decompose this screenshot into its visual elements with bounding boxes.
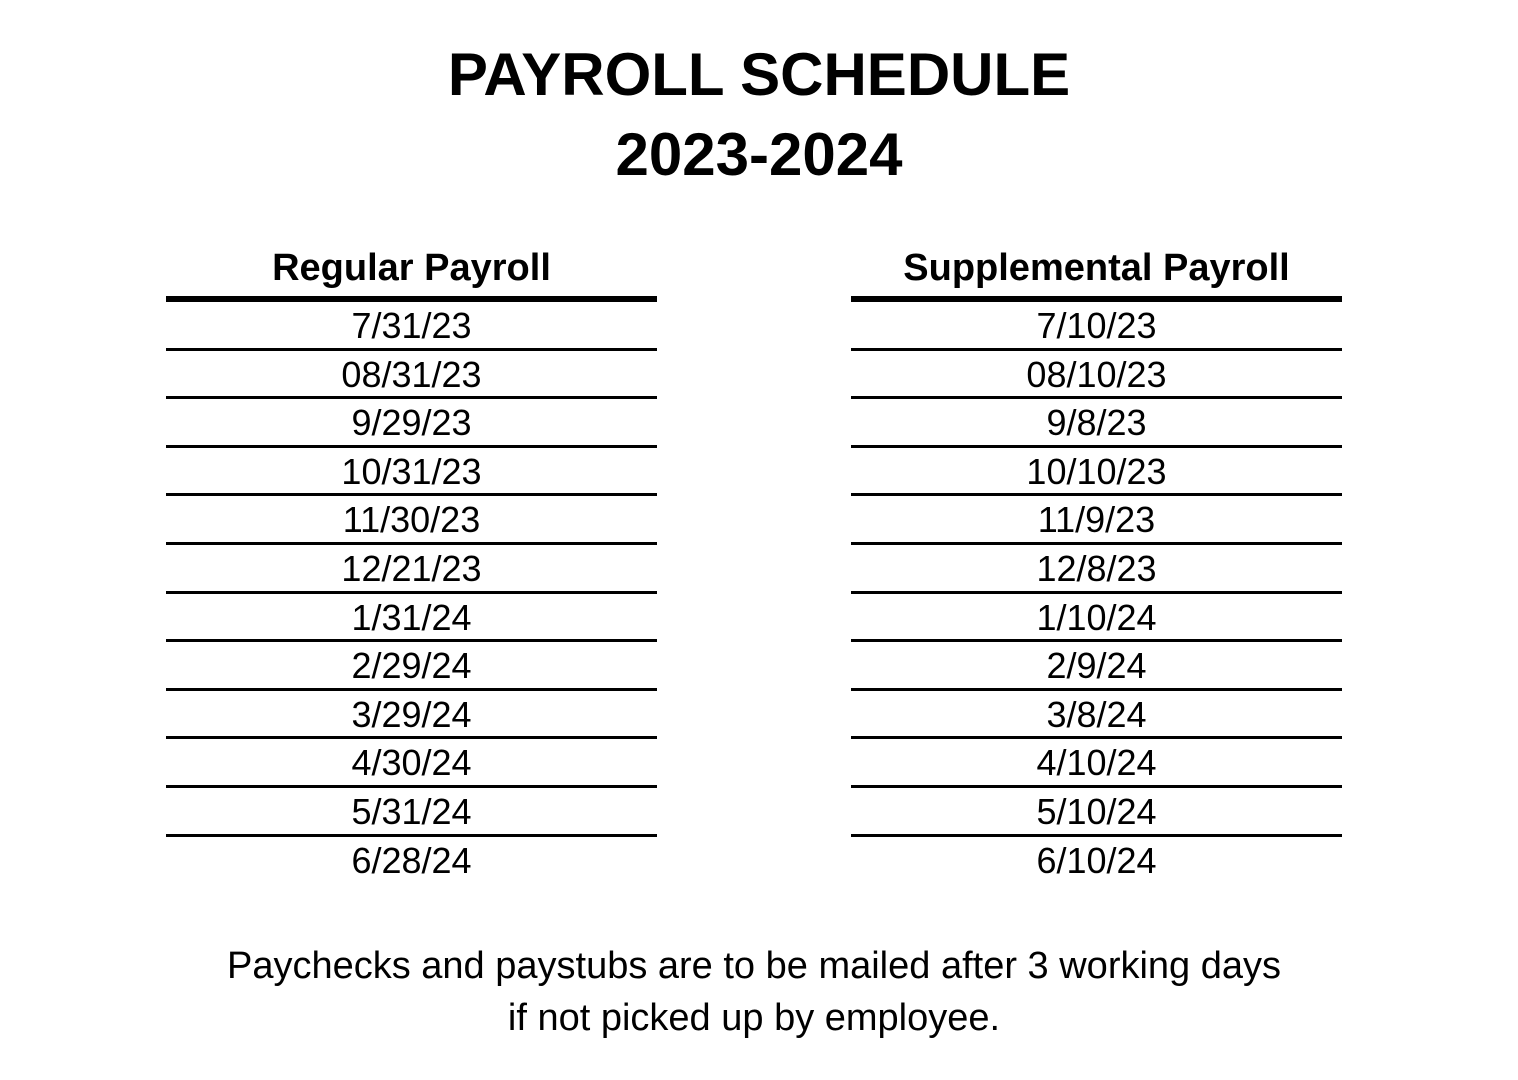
regular-payroll-date: 6/28/24 xyxy=(351,839,472,881)
supplemental-payroll-date: 6/10/24 xyxy=(1036,839,1157,881)
supplemental-payroll-date: 5/10/24 xyxy=(851,788,1342,837)
supplemental-payroll-date: 12/8/23 xyxy=(851,545,1342,594)
regular-payroll-date: 9/29/23 xyxy=(166,399,657,448)
regular-payroll-column xyxy=(166,240,657,882)
regular-payroll-date: 4/30/24 xyxy=(166,739,657,788)
regular-payroll-date: 1/31/24 xyxy=(166,594,657,643)
regular-payroll-date: 11/30/23 xyxy=(166,496,657,545)
footer-note-line1: Paychecks and paystubs are to be mailed after 3 working days xyxy=(226,945,1282,987)
supplemental-payroll-date: 2/9/24 xyxy=(851,642,1342,691)
supplemental-payroll-date: 10/10/23 xyxy=(851,448,1342,497)
page-subtitle-year: 2023-2024 xyxy=(615,121,903,188)
regular-payroll-date: 3/29/24 xyxy=(166,691,657,740)
supplemental-payroll-date: 08/10/23 xyxy=(851,351,1342,400)
supplemental-payroll-date: 11/9/23 xyxy=(851,496,1342,545)
footer-note xyxy=(0,940,1508,1044)
regular-payroll-date: 2/29/24 xyxy=(166,642,657,691)
supplemental-payroll-date: 3/8/24 xyxy=(851,691,1342,740)
regular-payroll-date: 08/31/23 xyxy=(166,351,657,400)
supplemental-payroll-date: 7/10/23 xyxy=(851,302,1342,351)
regular-payroll-date: 5/31/24 xyxy=(166,788,657,837)
supplemental-payroll-list xyxy=(851,302,1342,882)
footer-note-line2: if not picked up by employee. xyxy=(507,997,1001,1039)
page-title: PAYROLL SCHEDULE xyxy=(447,41,1071,108)
regular-payroll-date: 10/31/23 xyxy=(166,448,657,497)
supplemental-payroll-header: Supplemental Payroll xyxy=(851,240,1342,302)
regular-payroll-date: 7/31/23 xyxy=(166,302,657,351)
supplemental-payroll-column xyxy=(851,240,1342,882)
regular-payroll-header: Regular Payroll xyxy=(166,240,657,302)
supplemental-payroll-date: 9/8/23 xyxy=(851,399,1342,448)
regular-payroll-date: 12/21/23 xyxy=(166,545,657,594)
supplemental-payroll-date: 4/10/24 xyxy=(851,739,1342,788)
supplemental-payroll-date: 1/10/24 xyxy=(851,594,1342,643)
regular-payroll-list xyxy=(166,302,657,882)
